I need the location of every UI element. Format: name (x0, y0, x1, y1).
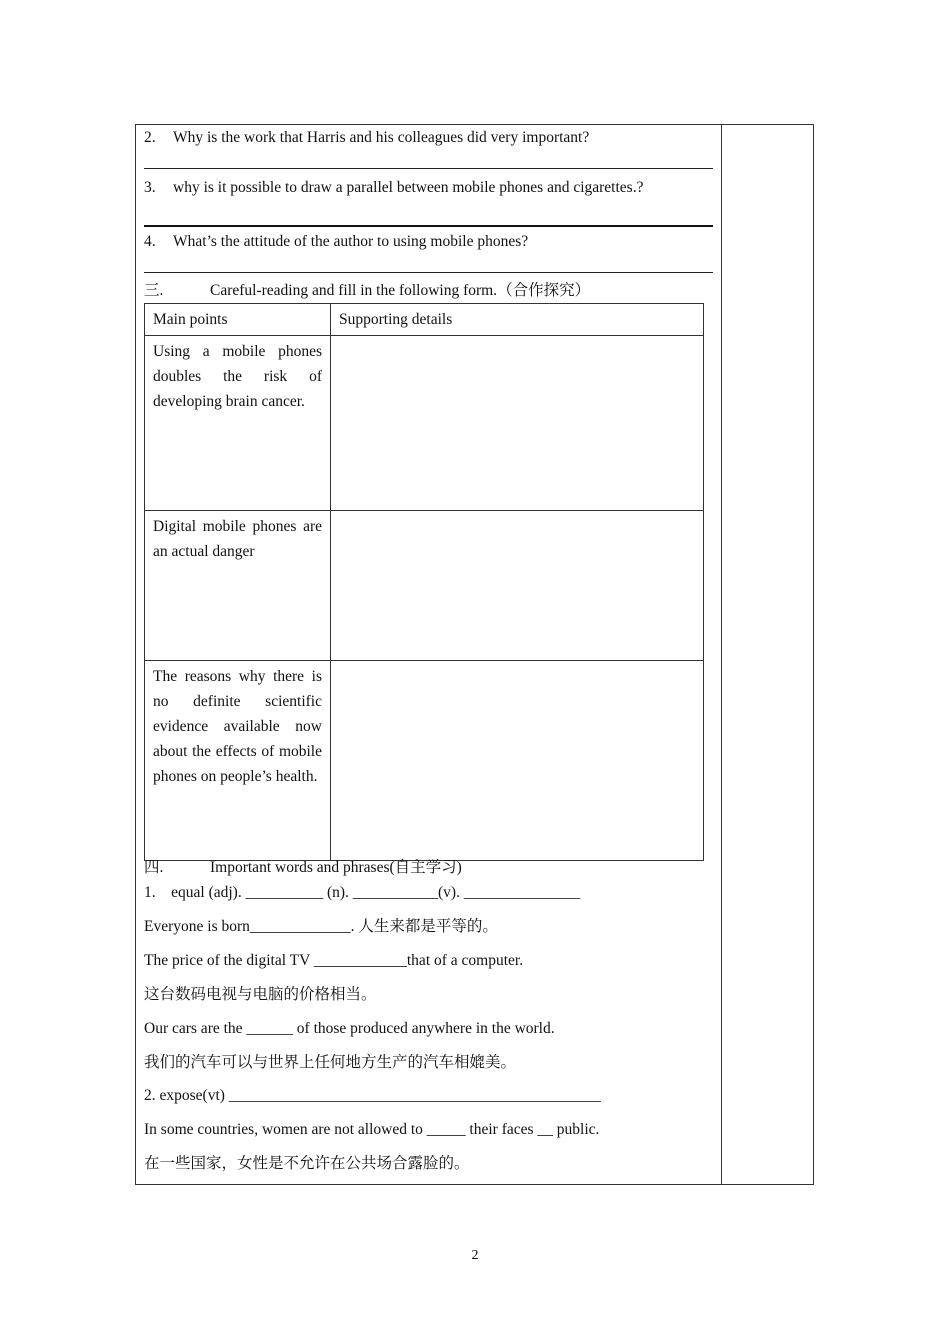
details-cell[interactable] (331, 336, 704, 511)
example-sentence[interactable]: Everyone is born_____________. 人生来都是平等的。 (144, 918, 498, 935)
vocab-equal-forms[interactable]: 1. equal (adj). __________ (n). ___________(v). _______________ (144, 884, 581, 901)
section3-heading: 三. Careful-reading and fill in the following form.（合作探究） (144, 282, 591, 299)
vocab-expose[interactable]: 2. expose(vt) ________________________________________________ (144, 1087, 601, 1104)
translation-line: 这台数码电视与电脑的价格相当。 (144, 986, 377, 1003)
answer-line-3[interactable] (144, 225, 713, 227)
details-cell[interactable] (331, 661, 704, 861)
question-4: 4. What’s the attitude of the author to using mobile phones? (144, 233, 529, 250)
header-main-points: Main points (145, 304, 331, 336)
main-point-cell: The reasons why there is no definite scientific evidence available now about the effects of mobile phones on people’s health. (145, 661, 331, 861)
translation-line: 我们的汽车可以与世界上任何地方生产的汽车相媲美。 (144, 1054, 517, 1071)
example-sentence[interactable]: In some countries, women are not allowed to _____ their faces __ public. (144, 1121, 600, 1138)
question-2: 2. Why is the work that Harris and his colleagues did very important? (144, 129, 590, 146)
answer-line-2[interactable] (144, 168, 713, 169)
header-supporting-details: Supporting details (331, 304, 704, 336)
form-row (145, 336, 704, 511)
main-point-cell: Digital mobile phones are an actual danger (145, 511, 331, 661)
section4-heading: 四. Important words and phrases(自主学习) (144, 859, 462, 876)
example-sentence[interactable]: The price of the digital TV ____________that of a computer. (144, 952, 524, 969)
translation-line: 在一些国家，女性是不允许在公共场合露脸的。 (144, 1155, 470, 1172)
form-row (145, 511, 704, 661)
example-sentence[interactable]: Our cars are the ______ of those produced anywhere in the world. (144, 1020, 555, 1037)
careful-reading-form (144, 303, 704, 861)
main-point-cell: Using a mobile phones doubles the risk of developing brain cancer. (145, 336, 331, 511)
column-divider (721, 124, 722, 1185)
form-row (145, 661, 704, 861)
details-cell[interactable] (331, 511, 704, 661)
answer-line-4[interactable] (144, 272, 713, 273)
form-header-row (145, 304, 704, 336)
page-number: 2 (471, 1248, 479, 1263)
question-3: 3. why is it possible to draw a parallel between mobile phones and cigarettes.? (144, 179, 644, 196)
